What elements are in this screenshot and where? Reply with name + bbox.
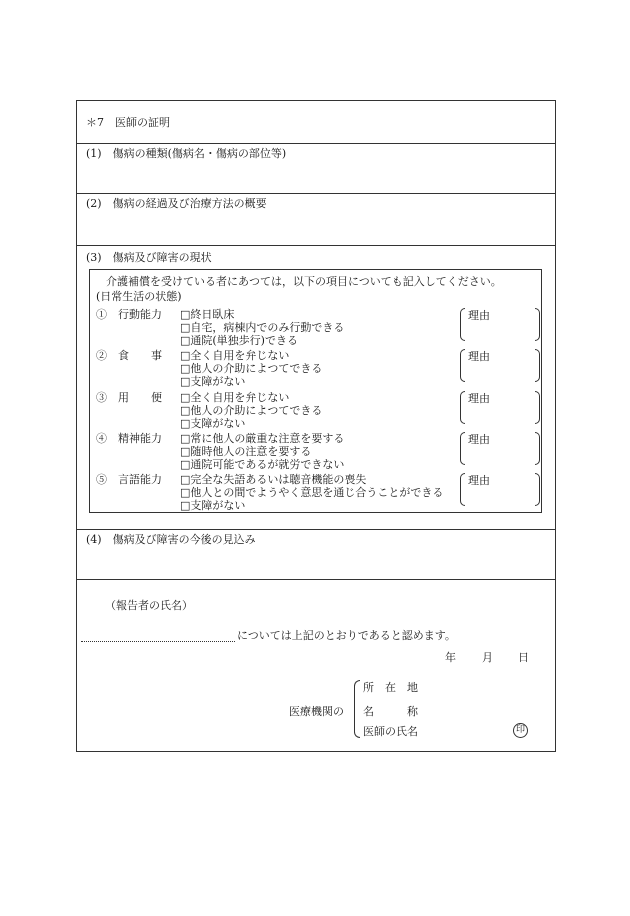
reason-label: 理由 [468, 392, 490, 405]
section-1-label: (1) 傷病の種類(傷病名・傷病の部位等) [86, 147, 287, 160]
left-bracket [460, 308, 465, 341]
reason-label: 理由 [468, 474, 490, 487]
checkbox-option[interactable]: □随時他人の注意を要する [180, 445, 312, 458]
certification-statement: については上記のとおりであると認めます。 [237, 629, 456, 642]
reason-field[interactable] [460, 391, 540, 424]
checkbox-option[interactable]: □他人との間でようやく意思を通じ合うことができる [180, 486, 444, 499]
checkbox-option[interactable]: □通院可能であるが就労できない [180, 458, 345, 471]
left-bracket [460, 432, 465, 465]
checkbox-option[interactable]: □支障がない [180, 417, 246, 430]
right-bracket [535, 473, 540, 506]
section-4-label: (4) 傷病及び障害の今後の見込み [86, 533, 256, 546]
reason-label: 理由 [468, 350, 490, 363]
institution-brace [354, 680, 360, 738]
item-label-eating: ② 食 事 [96, 349, 162, 362]
reason-label: 理由 [468, 433, 490, 446]
status-instruction: 介護補償を受けている者にあつては，以下の項目についても記入してください。 [106, 275, 502, 288]
checkbox-option[interactable]: □支障がない [180, 499, 246, 512]
divider [77, 579, 555, 580]
doctor-certificate-form [76, 100, 556, 752]
reason-field[interactable] [460, 432, 540, 465]
left-bracket [460, 473, 465, 506]
daily-living-status-box [89, 269, 542, 513]
checkbox-option[interactable]: □完全な失語あるいは聴音機能の喪失 [180, 473, 367, 486]
divider [77, 529, 555, 530]
checkbox-option[interactable]: □他人の介助によつてできる [180, 404, 323, 417]
item-label-language: ⑤ 言語能力 [96, 473, 162, 486]
divider [77, 245, 555, 246]
divider [77, 143, 555, 144]
month-label: 月 [482, 651, 493, 664]
form-title: ＊7 医師の証明 [86, 116, 170, 129]
item-label-mental: ④ 精神能力 [96, 432, 162, 445]
checkbox-option[interactable]: □常に他人の厳重な注意を要する [180, 432, 345, 445]
reason-label: 理由 [468, 309, 490, 322]
doctor-name-label: 医師の氏名 [363, 725, 418, 738]
day-label: 日 [518, 651, 529, 664]
address-label: 所 在 地 [363, 681, 418, 694]
checkbox-option[interactable]: □全く自用を弁じない [180, 391, 290, 404]
status-subheading: (日常生活の状態) [96, 290, 182, 303]
section-3-label: (3) 傷病及び障害の現状 [86, 251, 212, 264]
year-label: 年 [445, 651, 456, 664]
left-bracket [460, 391, 465, 424]
checkbox-option[interactable]: □全く自用を弁じない [180, 349, 290, 362]
checkbox-option[interactable]: □通院(単独歩行)できる [180, 334, 298, 347]
right-bracket [535, 308, 540, 341]
right-bracket [535, 432, 540, 465]
checkbox-option[interactable]: □他人の介助によつてできる [180, 362, 323, 375]
reason-field[interactable] [460, 473, 540, 506]
seal-stamp-mark: 印 [513, 723, 528, 738]
section-2-label: (2) 傷病の経過及び治療方法の概要 [86, 197, 267, 210]
divider [77, 193, 555, 194]
right-bracket [535, 391, 540, 424]
left-bracket [460, 349, 465, 382]
item-label-mobility: ① 行動能力 [96, 308, 162, 321]
checkbox-option[interactable]: □終日臥床 [180, 308, 235, 321]
reason-field[interactable] [460, 349, 540, 382]
institution-label: 医療機関の [289, 705, 344, 718]
item-label-toileting: ③ 用 便 [96, 391, 162, 404]
institution-name-label: 名 称 [363, 705, 418, 718]
reporter-name-line[interactable] [81, 641, 235, 642]
reason-field[interactable] [460, 308, 540, 341]
checkbox-option[interactable]: □自宅，病棟内でのみ行動できる [180, 321, 345, 334]
checkbox-option[interactable]: □支障がない [180, 375, 246, 388]
right-bracket [535, 349, 540, 382]
reporter-name-label: （報告者の氏名） [105, 599, 193, 612]
